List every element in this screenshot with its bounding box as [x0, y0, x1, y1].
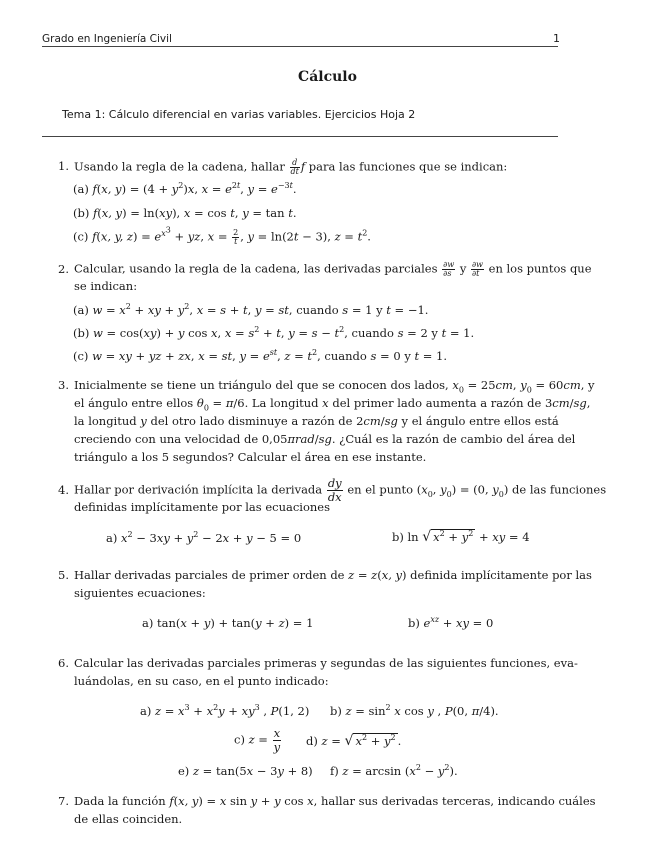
exercise-part: (c) w = xy + yz + zx, x = st, $y = e^{st}$, $z = t^2$, cuando s = 0 y t = 1. — [73, 348, 448, 363]
exercise-statement-cont: se indican: — [74, 279, 138, 293]
exercise-part: (a) f(x, $y) = (4 + y^2)x$, $x = e^{2t}$, $y = e^{-3t}$. — [73, 181, 297, 196]
exercise-number: 3. — [58, 378, 69, 392]
equation-a: a) $z = x^3 + x^2y + xy^3$ , P(1, 2) — [140, 703, 310, 718]
exercise-part: (b) f(x, y) = ln(xy), x = cos t, y = tan t. — [73, 206, 297, 220]
exercise-number: 5. — [58, 568, 69, 582]
exercise-statement: Calcular las derivadas parciales primeras y segundas de las siguientes funciones, eva- — [74, 656, 578, 670]
exercise-statement-cont: de ellas coinciden. — [74, 812, 183, 826]
exercise-statement: Hallar por derivación implícita la derivada $\frac{dy}{dx}$ en el punto ($x_0$, $y_0) = (0$, $y_0$) de las funciones — [74, 476, 607, 504]
course-name: Grado en Ingeniería Civil — [42, 33, 172, 45]
equation-c: c) z = $\frac{x}{y}$ — [234, 726, 281, 754]
exercise-number: 4. — [58, 483, 69, 497]
exercise-number: 6. — [58, 656, 69, 670]
equation-b: b) $z = \sin^2 x$ cos y , P(0, π/4). — [330, 703, 499, 718]
exercise-number: 1. — [58, 159, 69, 173]
exercise-statement-cont: luándolas, en su caso, en el punto indicado: — [74, 674, 329, 688]
equation-e: e) z = tan(5x − 3y + 8) — [178, 764, 313, 778]
header-rule — [42, 46, 558, 47]
exercise-statement: Usando la regla de la cadena, hallar $\frac{d}{dt}$ f para las funciones que se indican: — [74, 158, 508, 176]
exercise-statement-cont: definidas implícitamente por las ecuaciones — [74, 500, 330, 514]
exercise-number: 7. — [58, 794, 69, 808]
title-rule — [42, 136, 558, 137]
equation-d: d) z = √ $x^2 + y^2$ . — [306, 733, 402, 749]
equation-a: a) tan(x + y) + tan(y + z) = 1 — [142, 616, 314, 630]
exercise-part: (c) f(x, y, $z) = e^{x^3}$ + yz, x = $\frac{2}{t}$ , y = ln(2t − 3), $z = t^2$. — [73, 225, 371, 246]
document-title: Cálculo — [298, 69, 357, 85]
equation-b: b) ln √ $x^2 + y^2$ + xy = 4 — [392, 529, 530, 545]
exercise-number: 2. — [58, 262, 69, 276]
exercise-statement: Hallar derivadas parciales de primer orden de z = z(x, y) definida implícitamente por las — [74, 568, 592, 582]
exercise-part: (a) $w = x^2$ + xy + $y^2$, x = s + t, y = st, cuando s = 1 y t = −1. — [73, 302, 429, 317]
exercise-statement: Dada la función f(x, y) = x sin y + y cos x, hallar sus derivadas terceras, indicando cuáles — [74, 794, 596, 808]
page-number: 1 — [553, 32, 560, 45]
equation-f: f) $z = \arcsin (x^2 - y^2)$. — [330, 763, 458, 778]
exercise-statement: Calcular, usando la regla de la cadena, las derivadas parciales $\frac{\partial w}{\partial s}$ y $\frac{\partial w}{\partial t}$ en los puntos que — [74, 260, 592, 278]
exercise-statement-cont: siguientes ecuaciones: — [74, 586, 206, 600]
document-subtitle: Tema 1: Cálculo diferencial en varias variables. Ejercicios Hoja 2 — [62, 108, 416, 121]
equation-a: a) $x^2 - 3xy + y^2 - 2x + y - 5 = 0$ — [106, 530, 302, 545]
equation-b: b) $e^{xz}$ + xy = 0 — [408, 615, 494, 630]
exercise-part: (b) w = cos(xy) + y cos x, $x = s^2 + t$, $y = s - t^2$, cuando s = 2 y t = 1. — [73, 325, 475, 340]
